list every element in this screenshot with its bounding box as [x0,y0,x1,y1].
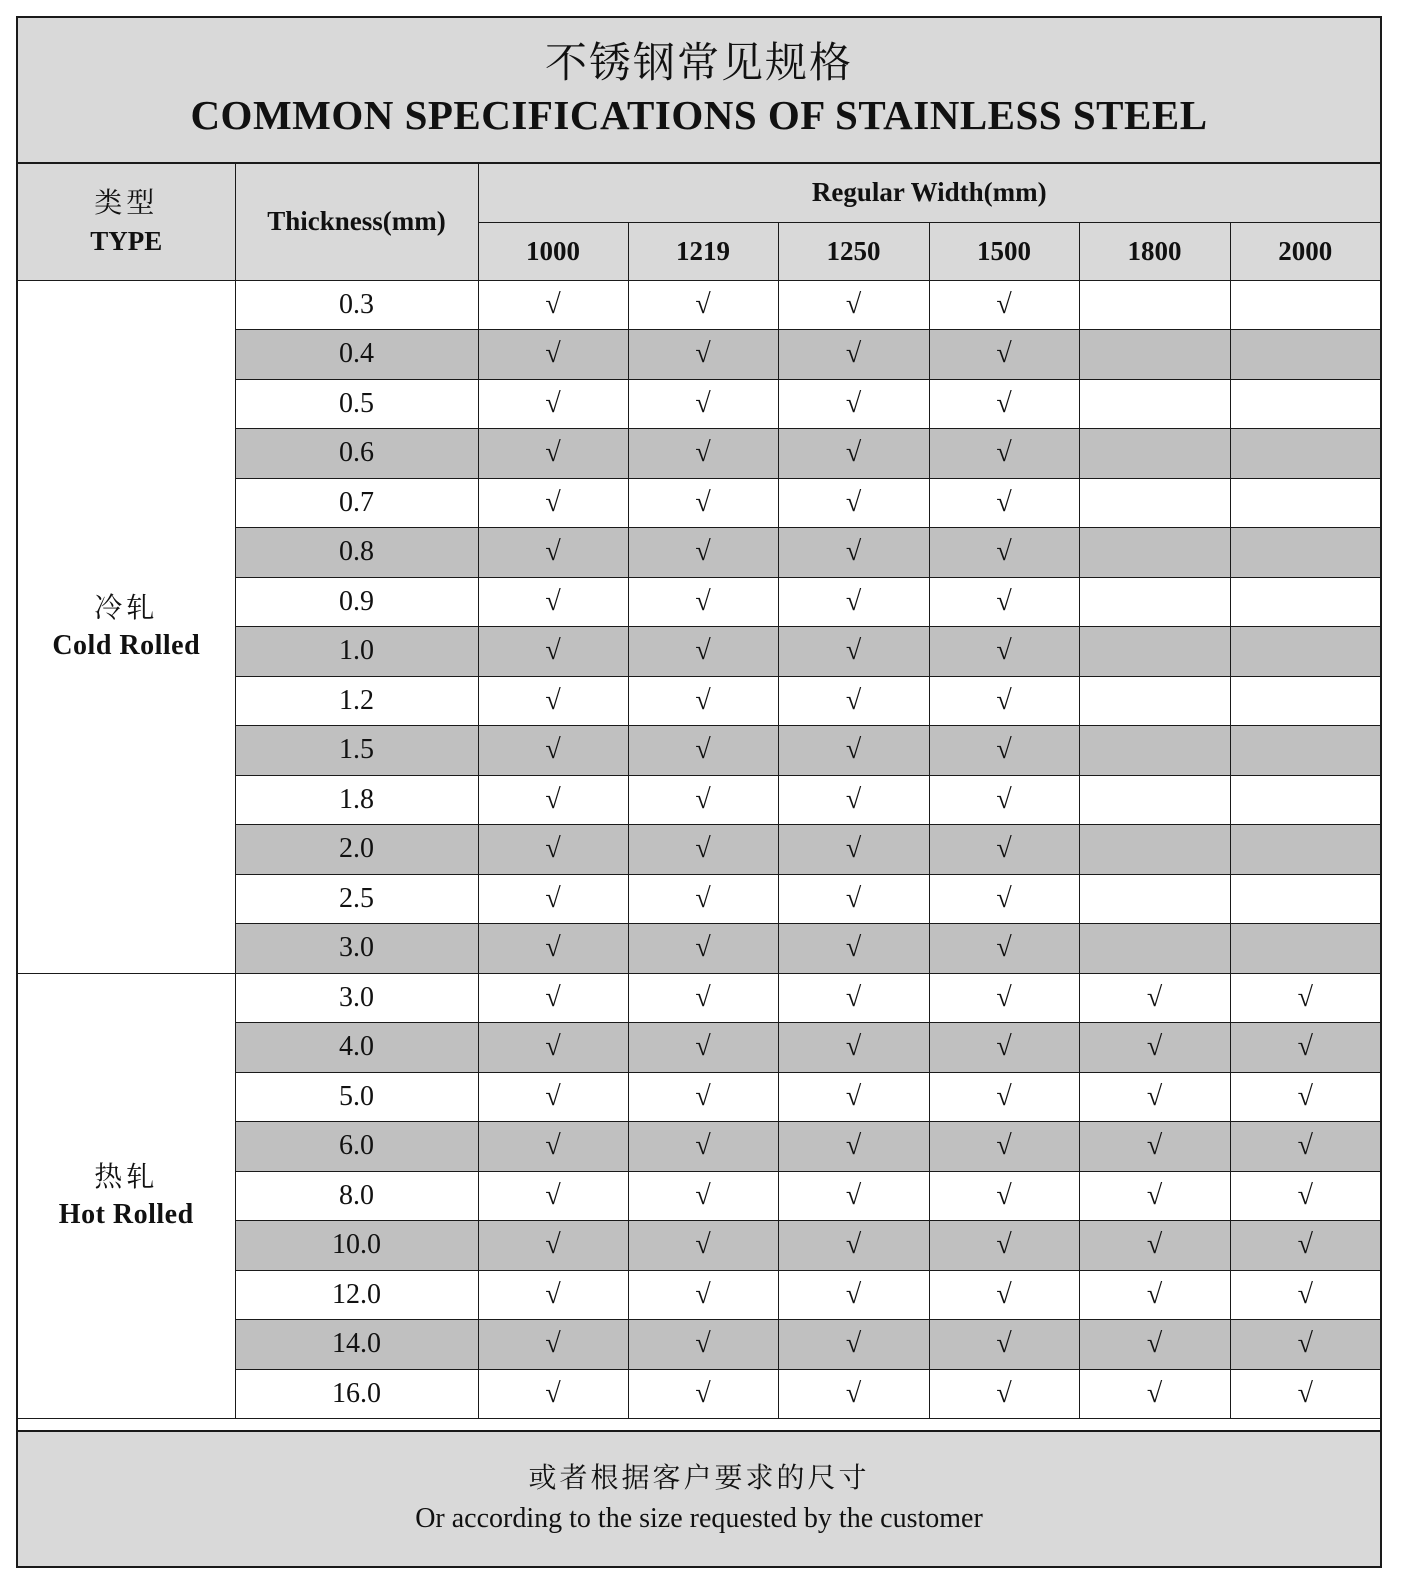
availability-check-1800 [1079,478,1230,528]
thickness-cell: 1.0 [235,627,478,677]
availability-check-1219: √ [628,280,778,330]
availability-check-1219: √ [628,1270,778,1320]
header-type [18,164,235,280]
availability-check-1800 [1079,627,1230,677]
availability-check-1000: √ [478,874,628,924]
availability-check-2000 [1230,577,1380,627]
availability-check-1250: √ [778,330,929,380]
availability-check-1219: √ [628,577,778,627]
availability-check-1250: √ [778,429,929,479]
header-thickness: Thickness(mm) [235,164,478,280]
footer-note [18,1430,1380,1566]
availability-check-1250: √ [778,874,929,924]
header-type-english: TYPE [90,225,163,256]
availability-check-2000 [1230,924,1380,974]
availability-check-2000: √ [1230,1221,1380,1271]
availability-check-1000: √ [478,924,628,974]
availability-check-1800 [1079,280,1230,330]
availability-check-2000 [1230,280,1380,330]
header-width-1219: 1219 [628,222,778,280]
availability-check-1000: √ [478,1072,628,1122]
availability-check-1000: √ [478,330,628,380]
availability-check-1000: √ [478,429,628,479]
availability-check-1500: √ [929,825,1079,875]
availability-check-1500: √ [929,429,1079,479]
availability-check-1219: √ [628,1023,778,1073]
availability-check-1000: √ [478,379,628,429]
availability-check-2000: √ [1230,1270,1380,1320]
type-label-chinese: 冷轧 [94,592,159,624]
availability-check-1000: √ [478,280,628,330]
availability-check-2000: √ [1230,1122,1380,1172]
availability-check-1219: √ [628,1072,778,1122]
thickness-cell: 6.0 [235,1122,478,1172]
availability-check-1219: √ [628,379,778,429]
thickness-cell: 10.0 [235,1221,478,1271]
header-width-1500: 1500 [929,222,1079,280]
availability-check-2000: √ [1230,1369,1380,1419]
availability-check-1250: √ [778,528,929,578]
availability-check-1500: √ [929,1320,1079,1370]
thickness-cell: 0.7 [235,478,478,528]
availability-check-1800: √ [1079,1171,1230,1221]
availability-check-1800 [1079,577,1230,627]
availability-check-1000: √ [478,1270,628,1320]
availability-check-1000: √ [478,775,628,825]
availability-check-2000 [1230,874,1380,924]
thickness-cell: 0.9 [235,577,478,627]
availability-check-1219: √ [628,1171,778,1221]
thickness-cell: 2.0 [235,825,478,875]
availability-check-1000: √ [478,1369,628,1419]
availability-check-1800: √ [1079,1023,1230,1073]
availability-check-1800: √ [1079,1320,1230,1370]
availability-check-2000: √ [1230,1023,1380,1073]
availability-check-1250: √ [778,726,929,776]
availability-check-1800 [1079,825,1230,875]
availability-check-1219: √ [628,1320,778,1370]
availability-check-1000: √ [478,1221,628,1271]
availability-check-1250: √ [778,1072,929,1122]
availability-check-1800 [1079,726,1230,776]
availability-check-1800: √ [1079,1221,1230,1271]
availability-check-1500: √ [929,1369,1079,1419]
availability-check-1500: √ [929,973,1079,1023]
thickness-cell: 1.8 [235,775,478,825]
availability-check-2000 [1230,726,1380,776]
availability-check-1219: √ [628,973,778,1023]
thickness-cell: 3.0 [235,924,478,974]
availability-check-1000: √ [478,627,628,677]
availability-check-2000 [1230,775,1380,825]
availability-check-1800 [1079,379,1230,429]
availability-check-1800 [1079,676,1230,726]
availability-check-2000 [1230,429,1380,479]
availability-check-2000: √ [1230,1072,1380,1122]
availability-check-2000: √ [1230,1320,1380,1370]
table-body [18,280,1380,1419]
availability-check-1500: √ [929,676,1079,726]
availability-check-2000 [1230,825,1380,875]
thickness-cell: 0.5 [235,379,478,429]
availability-check-1500: √ [929,726,1079,776]
availability-check-1250: √ [778,1270,929,1320]
thickness-cell: 12.0 [235,1270,478,1320]
spec-sheet [16,16,1382,1568]
availability-check-1250: √ [778,1320,929,1370]
availability-check-1000: √ [478,825,628,875]
availability-check-1500: √ [929,1171,1079,1221]
availability-check-2000 [1230,528,1380,578]
availability-check-1219: √ [628,330,778,380]
specification-table [18,164,1380,1419]
thickness-cell: 0.4 [235,330,478,380]
thickness-cell: 14.0 [235,1320,478,1370]
header-width-1800: 1800 [1079,222,1230,280]
availability-check-1500: √ [929,577,1079,627]
availability-check-1500: √ [929,775,1079,825]
availability-check-1500: √ [929,330,1079,380]
availability-check-1000: √ [478,528,628,578]
availability-check-1500: √ [929,1072,1079,1122]
availability-check-1000: √ [478,577,628,627]
availability-check-1800: √ [1079,973,1230,1023]
availability-check-1250: √ [778,924,929,974]
header-width-1250: 1250 [778,222,929,280]
availability-check-1500: √ [929,1122,1079,1172]
thickness-cell: 2.5 [235,874,478,924]
availability-check-1219: √ [628,1122,778,1172]
header-regular-width: Regular Width(mm) [478,164,1380,222]
thickness-cell: 1.2 [235,676,478,726]
availability-check-1800: √ [1079,1369,1230,1419]
availability-check-1000: √ [478,973,628,1023]
availability-check-1500: √ [929,627,1079,677]
availability-check-1219: √ [628,924,778,974]
availability-check-1250: √ [778,379,929,429]
availability-check-2000 [1230,379,1380,429]
availability-check-1219: √ [628,775,778,825]
availability-check-1500: √ [929,924,1079,974]
availability-check-1000: √ [478,1320,628,1370]
availability-check-2000 [1230,330,1380,380]
availability-check-1250: √ [778,775,929,825]
availability-check-1250: √ [778,1171,929,1221]
availability-check-1000: √ [478,1122,628,1172]
availability-check-1500: √ [929,1221,1079,1271]
type-label-english: Cold Rolled [52,629,201,661]
availability-check-1800: √ [1079,1122,1230,1172]
header-width-2000: 2000 [1230,222,1380,280]
title-chinese: 不锈钢常见规格 [544,41,853,87]
availability-check-2000 [1230,676,1380,726]
availability-check-1800: √ [1079,1072,1230,1122]
thickness-cell: 0.3 [235,280,478,330]
availability-check-1219: √ [628,1221,778,1271]
availability-check-1500: √ [929,1023,1079,1073]
thickness-cell: 5.0 [235,1072,478,1122]
title-block [18,18,1380,164]
footer-chinese: 或者根据客户要求的尺寸 [528,1463,870,1494]
availability-check-1219: √ [628,676,778,726]
availability-check-1219: √ [628,528,778,578]
availability-check-1500: √ [929,280,1079,330]
type-label-english: Hot Rolled [58,1198,194,1230]
table-row [18,973,1380,1023]
availability-check-1219: √ [628,825,778,875]
availability-check-1500: √ [929,1270,1079,1320]
availability-check-1219: √ [628,1369,778,1419]
header-type-chinese: 类型 [94,187,159,219]
availability-check-1000: √ [478,726,628,776]
thickness-cell: 1.5 [235,726,478,776]
availability-check-1250: √ [778,825,929,875]
availability-check-1500: √ [929,528,1079,578]
footer-english: Or according to the size requested by the customer [415,1503,983,1534]
title-english: COMMON SPECIFICATIONS OF STAINLESS STEEL [190,92,1208,138]
availability-check-1219: √ [628,726,778,776]
availability-check-1800: √ [1079,1270,1230,1320]
availability-check-1250: √ [778,478,929,528]
thickness-cell: 8.0 [235,1171,478,1221]
availability-check-1250: √ [778,1122,929,1172]
availability-check-1800 [1079,924,1230,974]
type-label-chinese: 热轧 [94,1161,159,1193]
type-cell-hot-rolled [18,973,235,1419]
availability-check-1500: √ [929,379,1079,429]
availability-check-1800 [1079,775,1230,825]
availability-check-1800 [1079,874,1230,924]
thickness-cell: 4.0 [235,1023,478,1073]
availability-check-2000: √ [1230,973,1380,1023]
availability-check-1219: √ [628,478,778,528]
thickness-cell: 0.6 [235,429,478,479]
availability-check-1500: √ [929,478,1079,528]
availability-check-1250: √ [778,1221,929,1271]
availability-check-1219: √ [628,874,778,924]
availability-check-1219: √ [628,627,778,677]
availability-check-1800 [1079,528,1230,578]
availability-check-1000: √ [478,1171,628,1221]
type-cell-cold-rolled [18,280,235,973]
thickness-cell: 0.8 [235,528,478,578]
availability-check-2000 [1230,478,1380,528]
header-width-1000: 1000 [478,222,628,280]
availability-check-2000: √ [1230,1171,1380,1221]
availability-check-1250: √ [778,1369,929,1419]
table-row [18,280,1380,330]
availability-check-1250: √ [778,1023,929,1073]
availability-check-1000: √ [478,676,628,726]
availability-check-1250: √ [778,627,929,677]
availability-check-1250: √ [778,676,929,726]
availability-check-2000 [1230,627,1380,677]
thickness-cell: 16.0 [235,1369,478,1419]
availability-check-1250: √ [778,973,929,1023]
availability-check-1219: √ [628,429,778,479]
availability-check-1250: √ [778,280,929,330]
availability-check-1250: √ [778,577,929,627]
availability-check-1800 [1079,330,1230,380]
availability-check-1800 [1079,429,1230,479]
availability-check-1000: √ [478,478,628,528]
availability-check-1500: √ [929,874,1079,924]
availability-check-1000: √ [478,1023,628,1073]
thickness-cell: 3.0 [235,973,478,1023]
